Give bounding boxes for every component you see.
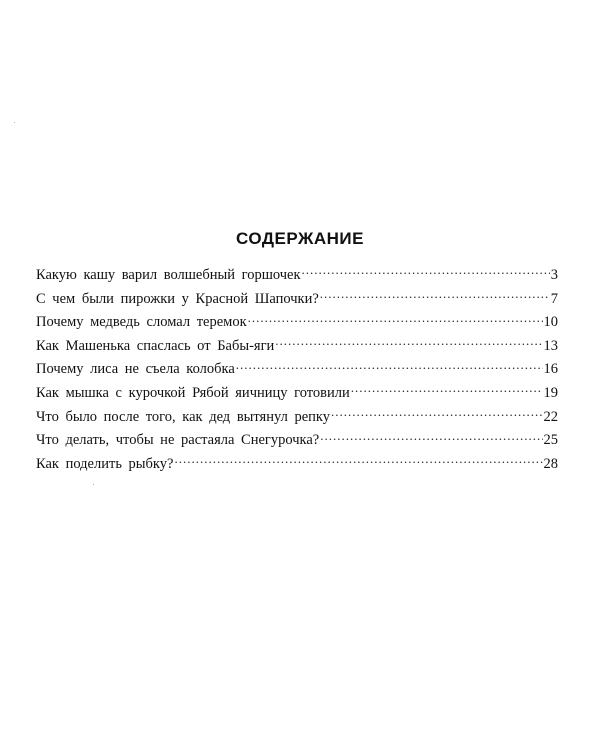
toc-entry-title: Какую кашу варил волшебный горшочек (36, 267, 301, 283)
toc-dot-leader (236, 359, 543, 374)
toc-entry-page: 28 (543, 455, 558, 472)
toc-entry-page: 10 (543, 314, 558, 331)
toc-entry-page: 13 (543, 337, 558, 354)
toc-entry-page: 19 (543, 384, 558, 401)
toc-entry-title: Почему лиса не съела колобка (36, 361, 235, 378)
toc-dot-leader (174, 453, 542, 468)
toc-entry-page: 7 (550, 290, 558, 307)
toc-dot-leader (275, 335, 542, 350)
toc-entry-title: С чем были пирожки у Красной Шапочки? (36, 290, 319, 307)
toc-dot-leader (351, 382, 543, 397)
toc-dot-leader (320, 288, 550, 303)
toc-heading: СОДЕРЖАНИЕ (236, 229, 364, 248)
toc-entry (36, 335, 558, 359)
toc-entry (36, 429, 558, 453)
toc-entry-title: Что было после того, как дед вытянул репку (36, 408, 330, 425)
toc-entry (36, 264, 558, 288)
toc-entry-page: 16 (543, 361, 558, 378)
toc-entry (36, 382, 558, 406)
toc-list (36, 264, 558, 476)
toc-entry-page: 22 (543, 408, 558, 425)
toc-entry (36, 311, 558, 335)
toc-dot-leader (302, 265, 550, 280)
toc-entry-page: 25 (543, 432, 558, 449)
toc-entry (36, 358, 558, 382)
toc-dot-leader (248, 312, 543, 327)
toc-entry-title: Почему медведь сломал теремок (36, 314, 247, 331)
toc-dot-leader (320, 430, 542, 445)
toc-entry-title: Что делать, чтобы не растаяла Снегурочка? (36, 432, 320, 449)
paper-speck (93, 484, 94, 485)
toc-entry (36, 453, 558, 477)
toc-entry-title: Как мышка с курочкой Рябой яичницу готовили (36, 384, 350, 401)
toc-entry-title: Как Машенька спаслась от Бабы-яги (36, 337, 275, 354)
toc-entry (36, 288, 558, 312)
paper-speck (14, 122, 15, 123)
toc-entry-page: 3 (550, 267, 558, 283)
toc-dot-leader (331, 406, 543, 421)
toc-entry (36, 406, 558, 430)
toc-entry-title: Как поделить рыбку? (36, 455, 174, 472)
